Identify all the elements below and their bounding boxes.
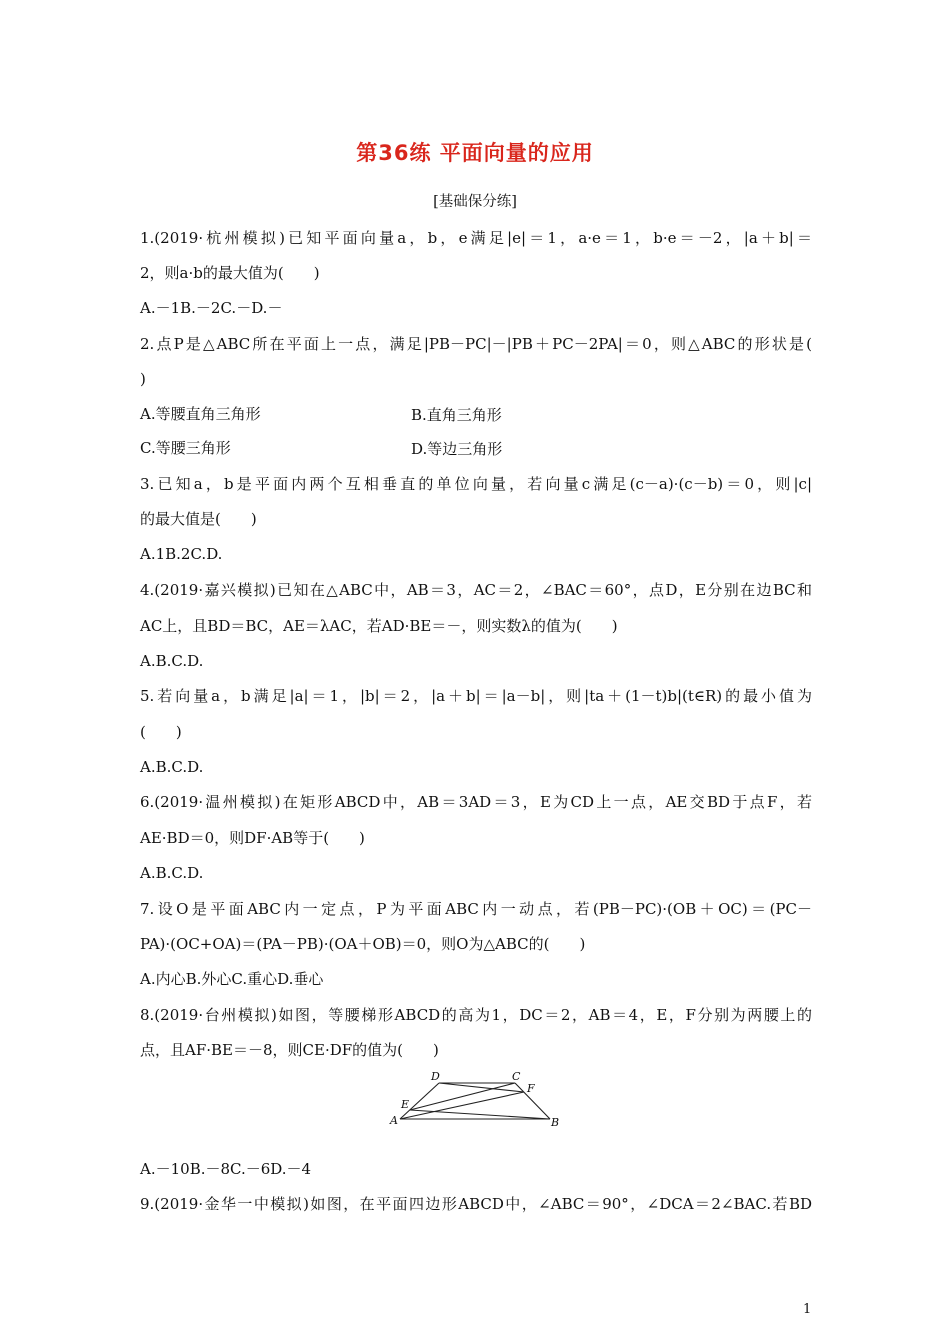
label-e: E (401, 1098, 410, 1111)
q5-line-1: 5.若向量a，b满足|a|＝1，|b|＝2，|a＋b|＝|a－b|，则|ta＋(1－t)b|(t∈R)的最小值为 (140, 687, 812, 705)
q5-options: A.B.C.D. (140, 758, 204, 776)
q5-line-2: ( ) (140, 723, 182, 741)
q1-line-2: 2，则a·b的最大值为( ) (140, 264, 320, 282)
label-b: B (551, 1116, 560, 1129)
q1-line-1: 1.(2019·杭州模拟)已知平面向量a，b，e满足|e|＝1，a·e＝1，b·e＝－2，|a＋b|＝ (140, 229, 812, 247)
q4-options: A.B.C.D. (140, 652, 204, 670)
label-a: A (390, 1114, 398, 1127)
q8-line-1: 8.(2019·台州模拟)如图，等腰梯形ABCD的高为1，DC＝2，AB＝4，E，F分别为两腰上的 (140, 1006, 812, 1024)
q6-options: A.B.C.D. (140, 864, 204, 882)
label-d: D (431, 1070, 440, 1083)
q9-line-1: 9.(2019·金华一中模拟)如图，在平面四边形ABCD中，∠ABC＝90°，∠DCA＝2∠BAC.若BD (140, 1195, 812, 1213)
section-heading: [基础保分练] (433, 194, 517, 210)
q7-line-1: 7.设O是平面ABC内一定点，P为平面ABC内一动点，若(PB－PC)·(OB＋OC)＝(PC－ (140, 900, 812, 918)
q3-options: A.1B.2C.D. (140, 545, 223, 563)
q2-option-a: A.等腰直角三角形 (140, 405, 261, 423)
page-number: 1 (803, 1302, 812, 1317)
page-title: 第36练 平面向量的应用 (356, 141, 594, 165)
trapezoid-figure (386, 1068, 566, 1130)
label-f: F (527, 1082, 535, 1095)
q2-line-1: 2.点P是△ABC所在平面上一点，满足|PB－PC|－|PB＋PC－2PA|＝0，则△ABC的形状是( (140, 335, 812, 353)
q3-line-2: 的最大值是( ) (140, 510, 257, 528)
q1-options: A.－1B.－2C.－D.－ (140, 299, 283, 317)
q2-option-d: D.等边三角形 (411, 440, 503, 458)
q4-line-1: 4.(2019·嘉兴模拟)已知在△ABC中，AB＝3，AC＝2，∠BAC＝60°，点D，E分别在边BC和 (140, 581, 812, 599)
q2-option-b: B.直角三角形 (411, 406, 502, 424)
q4-line-2: AC上，且BD＝BC，AE＝λAC，若AD·BE＝－，则实数λ的值为( ) (140, 617, 618, 635)
label-c: C (512, 1070, 521, 1083)
q8-line-2: 点，且AF·BE＝－8，则CE·DF的值为( ) (140, 1041, 439, 1059)
q7-line-2: PA)·(OC+OA)＝(PA－PB)·(OA＋OB)＝0，则O为△ABC的( ) (140, 935, 586, 953)
q3-line-1: 3.已知a，b是平面内两个互相垂直的单位向量，若向量c满足(c－a)·(c－b)＝0，则|c| (140, 475, 812, 493)
q2-line-2: ) (140, 370, 146, 388)
q6-line-1: 6.(2019·温州模拟)在矩形ABCD中，AB＝3AD＝3，E为CD上一点，AE交BD于点F，若 (140, 793, 812, 811)
q2-option-c: C.等腰三角形 (140, 439, 231, 457)
q8-options: A.－10B.－8C.－6D.－4 (140, 1160, 312, 1178)
q6-line-2: AE·BD＝0，则DF·AB等于( ) (140, 829, 365, 847)
q7-options: A.内心B.外心C.重心D.垂心 (140, 970, 324, 988)
segment-af (400, 1092, 524, 1119)
segment-be (410, 1110, 550, 1119)
